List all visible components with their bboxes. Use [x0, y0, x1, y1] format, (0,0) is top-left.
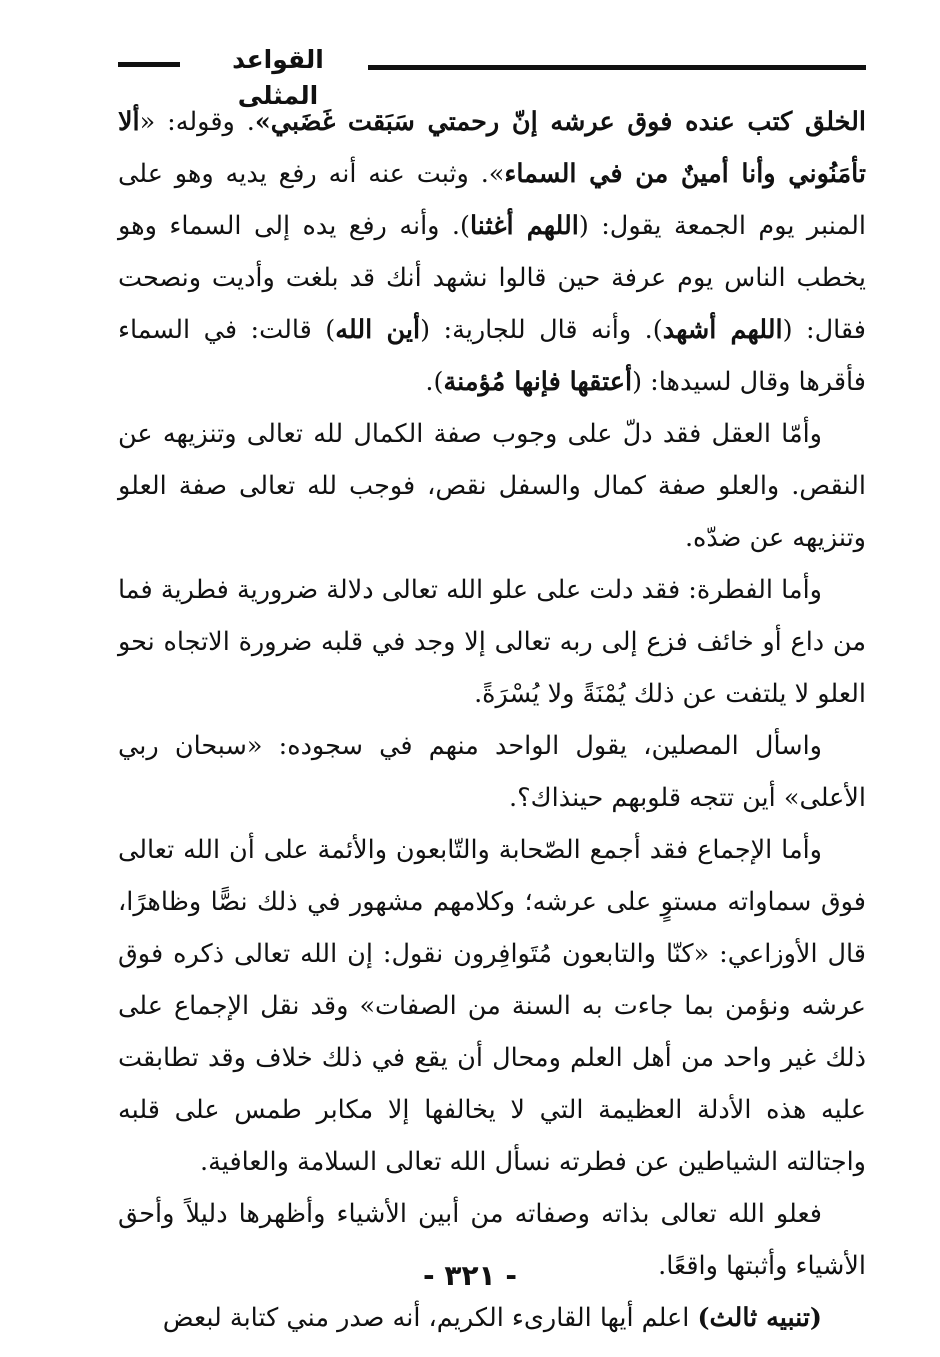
text-run: اعلم أيها القارىء الكريم، أنه صدر مني كتابة لبعض	[162, 1303, 698, 1333]
paragraph	[118, 1292, 866, 1344]
emphasized-text: اللهم أشهد	[662, 315, 783, 345]
text-run: وأمّا العقل فقد دلّ على وجوب صفة الكمال لله تعالى وتنزيهه عن النقص. والعلو صفة كمال والسفل نقص، فوجب لله تعالى صفة العلو وتنزيهه عن ضدّه.	[118, 419, 866, 553]
header-title: القواعد المثلى	[232, 45, 324, 110]
running-header	[118, 38, 866, 110]
paragraph	[118, 720, 866, 824]
paragraph	[118, 824, 866, 1188]
header-rule-long	[368, 65, 866, 70]
text-run: فعلو الله تعالى بذاته وصفاته من أبين الأشياء وأظهرها دليلاً وأحق الأشياء وأثبتها واقعًا.	[118, 1199, 866, 1281]
text-run: ). وأنه قال للجارية: (	[420, 315, 663, 345]
text-run: . وقوله: «	[139, 107, 255, 137]
emphasized-text: ألا تأمَنُوني وأنا أمينٌ من في السماء	[118, 107, 866, 189]
page-number: - ٣٢١ -	[422, 1259, 518, 1292]
text-run: ). وأنه رفع يده إلى السماء وهو يخطب الناس يوم عرفة حين قالوا نشهد أنك قد بلغت وأديت ونصحت فقال: (	[118, 211, 866, 345]
text-run: ». وثبت عنه أنه رفع يديه وهو على المنبر يوم الجمعة يقول: (	[118, 159, 866, 241]
emphasized-text: أين الله	[335, 315, 421, 345]
paragraph	[118, 408, 866, 564]
emphasized-text: أعتقها فإنها مُؤمنة	[443, 367, 633, 397]
text-run: واسأل المصلين، يقول الواحد منهم في سجوده: «سبحان ربي الأعلى» أين تتجه قلوبهم حينذاك؟.	[118, 731, 866, 813]
text-run: وأما الفطرة: فقد دلت على علو الله تعالى دلالة ضرورية فطرية فما من داع أو خائف فزع إلى ربه تعالى إلا وجد في قلبه ضرورة الاتجاه نحو العلو لا يلتفت عن ذلك يُمْنَةً ولا يُسْرَةً.	[118, 575, 866, 709]
emphasized-text: الخلق كتب عنده فوق عرشه إنّ رحمتي سَبَقت غَضَبي»	[254, 107, 866, 137]
paragraph	[118, 96, 866, 408]
header-rule-short	[118, 62, 180, 67]
emphasized-text: اللهم أغثنا	[469, 211, 579, 241]
body-text	[118, 96, 866, 1344]
emphasized-text: (تنبيه ثالث)	[697, 1303, 822, 1333]
text-run: ).	[425, 367, 444, 397]
paragraph	[118, 564, 866, 720]
text-run: ) قالت: في السماء فأقرها وقال لسيدها: (	[118, 315, 866, 397]
text-run: وأما الإجماع فقد أجمع الصّحابة والتّابعون والأئمة على أن الله تعالى فوق سماواته مستوٍ على عرشه؛ وكلامهم مشهور في ذلك نصًّا وظاهرًا، قال الأوزاعي: «كنّا والتابعون مُتَوافِرون نقول: إن الله تعالى ذكره فوق عرشه ونؤمن بما جاءت به السنة من الصفات» وقد نقل الإجماع على ذلك غير واحد من أهل العلم ومحال أن يقع في ذلك خلاف وقد تطابقت عليه هذه الأدلة العظيمة التي لا يخالفها إلا مكابر طمس على قلبه واجتالته الشياطين عن فطرته نسأل الله تعالى السلامة والعافية.	[118, 835, 866, 1177]
